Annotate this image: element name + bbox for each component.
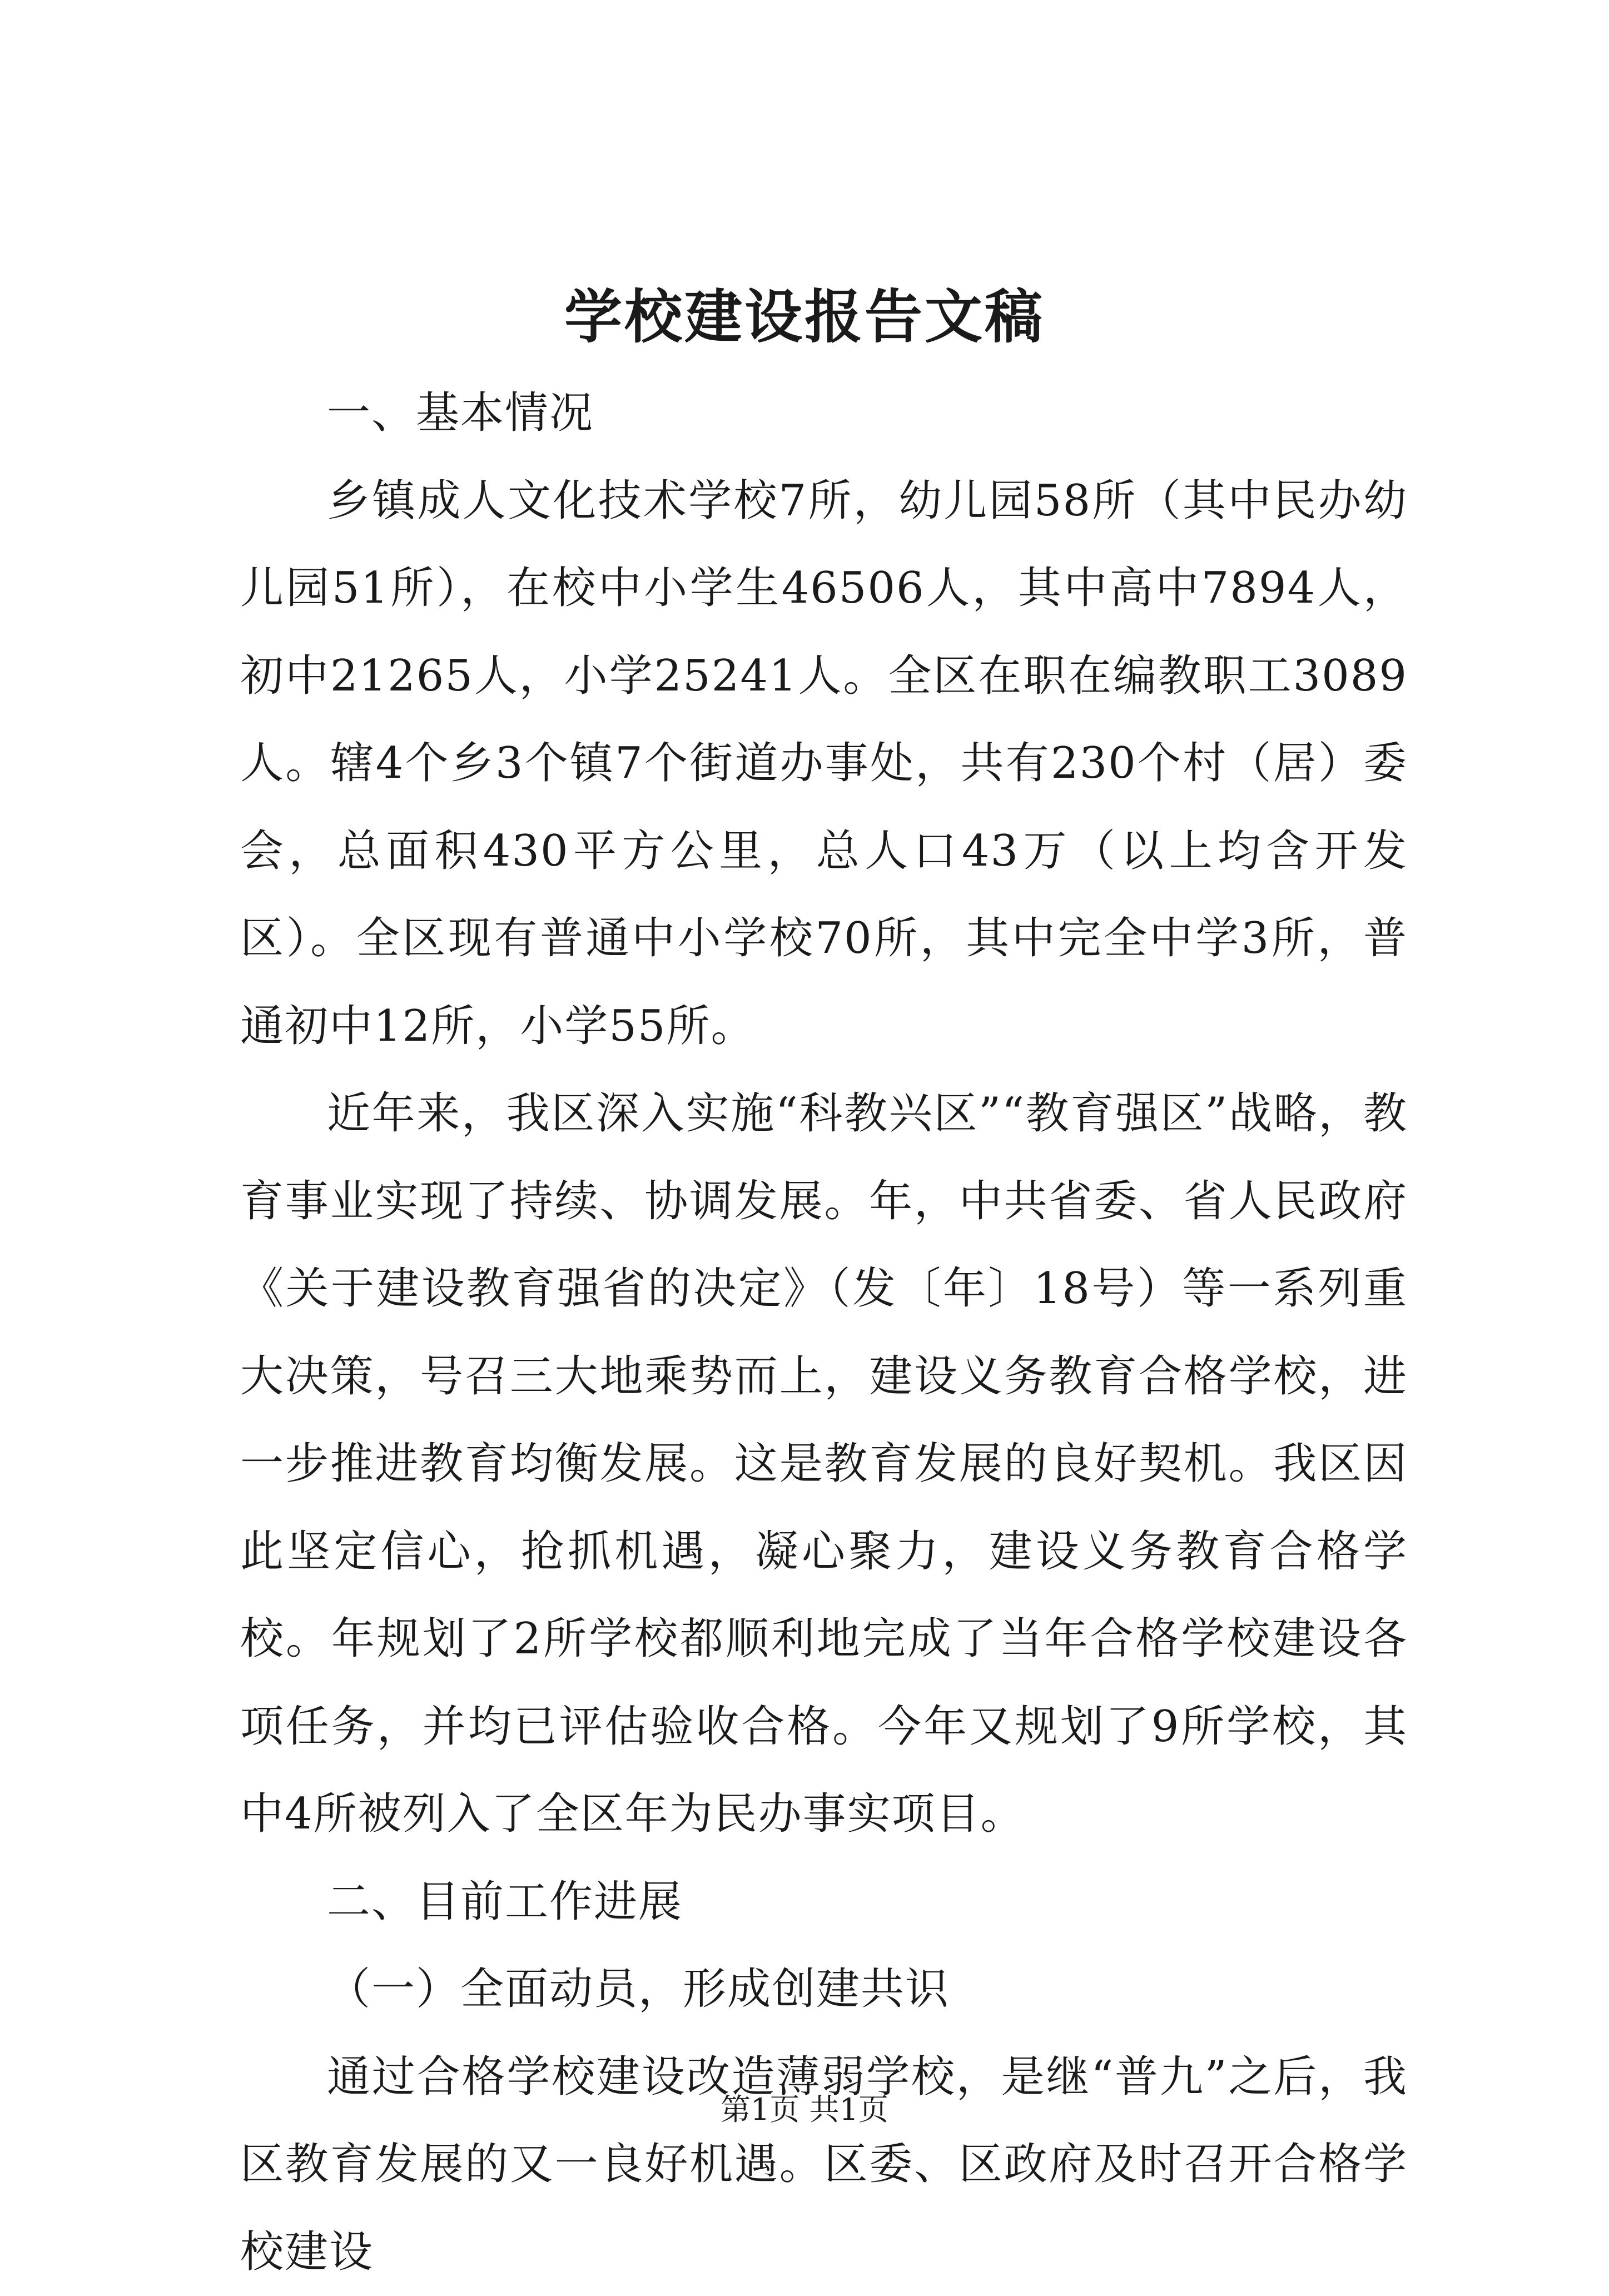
subsection-heading-mobilization: （一）全面动员，形成创建共识 (240, 1946, 1408, 2034)
section-heading-progress: 二、目前工作进展 (240, 1858, 1408, 1946)
section-heading-basic-situation: 一、基本情况 (240, 370, 1408, 458)
document-title: 学校建设报告文稿 (0, 278, 1609, 356)
paragraph-mobilization: 通过合格学校建设改造薄弱学校，是继“普九”之后，我区教育发展的又一良好机遇。区委、区政府及时召开合格学校建设 (240, 2034, 1408, 2296)
document-body (240, 370, 1408, 2296)
page-footer: 第1页 共1页 (0, 2088, 1609, 2132)
paragraph-basic-statistics: 乡镇成人文化技术学校7所，幼儿园58所（其中民办幼儿园51所），在校中小学生46506人，其中高中7894人，初中21265人，小学25241人。全区在职在编教职工3089人。辖4个乡3个镇7个街道办事处，共有230个村（居）委会，总面积430平方公里，总人口43万（以上均含开发区）。全区现有普通中小学校70所，其中完全中学3所，普通初中12所，小学55所。 (240, 458, 1408, 1071)
paragraph-recent-development: 近年来，我区深入实施“科教兴区”“教育强区”战略，教育事业实现了持续、协调发展。年，中共省委、省人民政府《关于建设教育强省的决定》（发〔年〕18号）等一系列重大决策，号召三大地乘势而上，建设义务教育合格学校，进一步推进教育均衡发展。这是教育发展的良好契机。我区因此坚定信心，抢抓机遇，凝心聚力，建设义务教育合格学校。年规划了2所学校都顺利地完成了当年合格学校建设各项任务，并均已评估验收合格。今年又规划了9所学校，其中4所被列入了全区年为民办事实项目。 (240, 1070, 1408, 1858)
